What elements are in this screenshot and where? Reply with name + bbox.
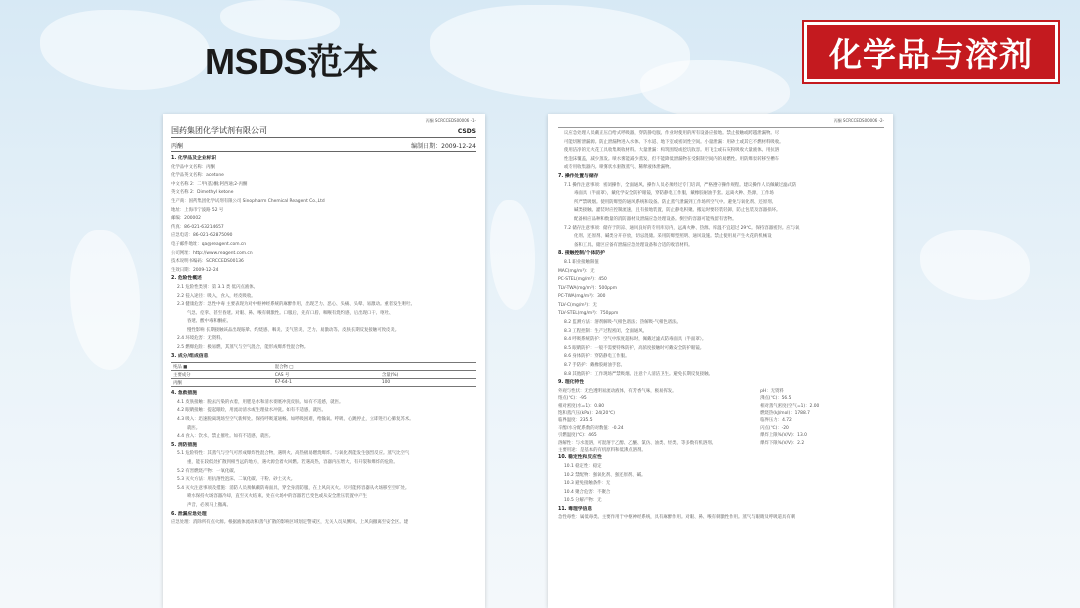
subheader-rule <box>171 151 476 152</box>
doc-line: 应急处理：消除所有点火源。根据液体流动和蒸气扩散的影响区域划定警戒区，无关人员从侧风、上风向撤离至安全区。建 <box>171 520 409 526</box>
doc-line: 8.3 工程控制：生产过程密闭，全面通风。 <box>564 328 648 334</box>
property-line: 外观与性状：无色透明易流动液体，有芳香气味，极易挥发。 <box>558 388 677 394</box>
section-heading: 8. 接触控制/个体防护 <box>558 251 605 257</box>
property-line <box>760 447 884 454</box>
property-line: 溶解性：与水混溶，可混溶于乙醇、乙醚、氯仿、油类、烃类、等多数有机溶剂。 <box>558 440 717 446</box>
property-line: 临界压力：4.72 <box>760 418 792 424</box>
doc-line: 8.6 身体防护：穿防静电工作服。 <box>564 354 630 360</box>
company-name: 国药集团化学试剂有限公司 <box>171 126 267 135</box>
doc-line: 4.4 食入：饮水，禁止催吐。如有不适感，就医。 <box>177 434 274 440</box>
property-line: 引燃温度(℃)：465 <box>558 433 597 439</box>
doc-line: 7.2 储存注意事项：储存于阴凉、通风良好的专用库房内，远离火种、热源。库温不宜超过 29℃。保持容器密封。应与氧 <box>564 225 800 231</box>
map-shape <box>70 230 140 370</box>
table-header-cell <box>380 363 476 371</box>
map-shape <box>490 200 535 310</box>
property-line: 沸点(℃)：56.5 <box>760 396 792 402</box>
section-heading: 1. 化学品及企业标识 <box>171 156 217 161</box>
doc-line: 10.2 禁配物：强氧化剂、强还原剂、碱。 <box>564 472 646 478</box>
doc-line: 气急、痉挛、甚至昏迷。对眼、鼻、喉有刺激性。口服后，先有口唇、咽喉有烧灼感，后出现口干、呕吐、 <box>187 310 394 316</box>
property-line: 临界温度：235.5 <box>558 418 593 424</box>
doc-line: 公司网址：http://www.reagent.com.cn <box>171 250 253 256</box>
property-line: 爆炸下限%(V/V)：2.2 <box>760 440 805 446</box>
doc-line: 5.2 有害燃烧产物：一氧化碳。 <box>177 468 239 474</box>
doc-line: 4.2 眼睛接触：提起眼睑，用流动清水或生理盐水冲洗。如有不适感，就医。 <box>177 408 326 414</box>
doc-code: CSDS <box>457 128 476 135</box>
table-cell: 67-64-1 <box>274 380 292 386</box>
map-shape <box>920 230 1030 300</box>
section-heading: 4. 急救措施 <box>171 391 198 397</box>
property-line: 相对密度(水=1)：0.80 <box>558 403 605 409</box>
table-subheader-cell: 含量(%) <box>381 372 399 378</box>
doc-line: 声音，必须马上撤离。 <box>187 502 231 508</box>
map-shape <box>40 10 210 90</box>
table-subheader-cell: CAS 号 <box>274 372 290 378</box>
compile-date: 编制日期：2009-12-24 <box>411 143 476 150</box>
doc-line: 2.2 侵入途径：吸入，食入，经皮吸收。 <box>177 293 256 299</box>
page-header-id: 丙酮 SCRCCEDS00006 -2- <box>833 118 884 123</box>
property-line: 燃烧热(kJ/mol)：1788.7 <box>760 410 810 416</box>
doc-line: 喷水保持火场容器冷却，直至灭火结束。处在火场中的容器若已变色或从安全泄压装置中产生 <box>187 494 368 500</box>
table-cell: 丙酮 <box>173 380 182 386</box>
product-name: 丙酮 <box>171 143 184 150</box>
doc-line: TLV-TWA(mg/m³)：500ppm <box>558 285 617 291</box>
doc-line: 10.5 分解产物：无 <box>564 498 602 504</box>
doc-line: 生效日期：2009-12-24 <box>171 267 219 273</box>
doc-line: 10.4 聚合危害：不聚合 <box>564 489 611 495</box>
doc-line: 使用洁净的无火花工具收集吸收材料。大量泄漏：构筑围堤或挖坑收容。用飞尘或石灰粉吸收大量液体。用抗溶 <box>564 148 780 154</box>
doc-line: 电子邮件地址：qa@reagent.com.cn <box>171 241 247 247</box>
doc-line: 英文名称 2：Dimethyl ketone <box>171 190 234 196</box>
properties-left-column <box>558 388 760 455</box>
doc-line: 就医。 <box>187 425 201 431</box>
doc-line: 性泡沫覆盖，减少蒸发。喷水雾能减少蒸发，但不能降低泄漏物在受限制空间内的易燃性。用防爆泵转移至槽车 <box>564 156 780 162</box>
doc-line: 5.4 灭火注意事项及措施：消防人员须佩戴防毒面具，穿全身消防服，在上风向灭火。尽可能将容器从火场移至空旷处。 <box>177 485 410 491</box>
doc-line: 4.3 吸入：迅速脱离现场至空气新鲜处。保持呼吸道通畅。如呼吸困难，给输氧。呼吸、心跳停止，立即进行心肺复苏术。 <box>177 417 414 423</box>
doc-line: 8.7 手防护：戴橡胶耐油手套。 <box>564 363 626 369</box>
doc-line: 昏迷、酸中毒和酮症。 <box>187 319 231 325</box>
doc-line: 重，能在较低处扩散到相当远的地方，遇火源会着火回燃。若遇高热，容器内压增大，有开裂和爆炸的危险。 <box>187 460 398 465</box>
section-heading: 7. 操作处置与储存 <box>558 173 599 179</box>
property-line: 爆炸上限%(V/V)：13.0 <box>760 433 807 439</box>
header-rule <box>558 127 884 128</box>
doc-line: 慢性影响 长期接触该品出现眩晕、灼烧感、咽炎、支气管炎、乏力、易激动等。皮肤长期反复接触可致皮炎。 <box>187 327 400 333</box>
doc-line: 生产商：国药集团化学试剂有限公司 Sinopharm Chemical Reagent Co.,Ltd <box>171 198 325 204</box>
table-cell: 100 <box>381 380 391 386</box>
doc-line: PC-STEL(mg/m³)：450 <box>558 277 607 283</box>
property-line: 闪点(℃)：-20 <box>760 425 789 431</box>
doc-line: TLV-C(mg/m³)：无 <box>558 302 597 308</box>
property-line: 熔点(℃)：-95 <box>558 396 587 402</box>
doc-line: 4.1 皮肤接触：脱去污染的衣着，用肥皂水和清水彻底冲洗皮肤。如有不适感，就医。 <box>177 399 344 405</box>
doc-line: 急性毒性：属低毒类。主要作用于中枢神经系统，具有麻醉作用。对眼、鼻、喉有刺激性作用。蒸气与眼睛及呼吸道具有刺 <box>558 515 796 521</box>
header-rule <box>171 137 476 138</box>
section-heading: 6. 泄漏应急处理 <box>171 511 207 517</box>
slide-title: MSDS范本 <box>205 41 379 82</box>
doc-line: 8.4 呼吸系统防护：空气中浓度超标时，佩戴过滤式防毒面具（半面罩）。 <box>564 337 707 343</box>
page-header-id: 丙酮 SCRCCEDS00006 -1- <box>425 118 476 123</box>
doc-subheader-row <box>171 141 476 150</box>
doc-line: 2.1 危险性类别：第 3.1 类 低闪点液体。 <box>177 284 259 290</box>
property-line: 相对蒸气密度(空气=1)：2.00 <box>760 403 820 409</box>
doc-line: 备和工具。储区应备有泄漏应急处理设备和合适的收容材料。 <box>574 242 693 248</box>
map-shape <box>640 60 790 120</box>
section-heading: 10. 稳定性和反应性 <box>558 455 602 461</box>
doc-line: 邮编：200002 <box>171 216 201 222</box>
msds-page-2 <box>548 114 893 608</box>
doc-line: 所严禁吸烟。使用防爆型的通风系统和设备。防止蒸气泄漏到工作场所空气中。避免与氧化剂、还原剂、 <box>574 199 776 205</box>
doc-line: TLV-STEL(mg/m³)：750ppm <box>558 311 619 317</box>
section-heading: 2. 危险性概述 <box>171 276 202 282</box>
doc-line: 地址：上海市宁波路 52 号 <box>171 207 224 213</box>
properties-right-column <box>760 388 884 455</box>
category-badge: 化学品与溶剂 <box>804 22 1058 82</box>
doc-line: 配备相应品种和数量的消防器材及泄漏应急处理设备。倒空的容器可能残留有害物。 <box>574 216 737 222</box>
physical-properties <box>558 388 884 455</box>
doc-line: 化学品英文名称：acetone <box>171 173 224 179</box>
doc-line: 10.3 避免接触条件：无 <box>564 481 611 487</box>
section-lines-1-3 <box>171 155 476 361</box>
msds-page-1 <box>163 114 485 608</box>
doc-line: PC-TWA(mg/m³)：300 <box>558 294 606 300</box>
doc-line: 8.2 监测方法：溶剂解吸-气相色谱法；热解吸-气相色谱法。 <box>564 320 681 326</box>
property-line: 辛醇/水分配系数的对数值：-0.24 <box>558 425 624 431</box>
doc-header-row <box>171 125 476 136</box>
doc-line: 化学品中文名称：丙酮 <box>171 164 215 170</box>
doc-line: 7.1 操作注意事项：密闭操作，全面通风。操作人员必须经过专门培训，严格遵守操作规程。建议操作人员佩戴过滤式防 <box>564 182 797 188</box>
section-heading: 5. 消防措施 <box>171 442 198 448</box>
table-header-cell: 混合物 □ <box>274 364 294 370</box>
doc-line: 8.1 职业接触限值 <box>564 259 599 265</box>
doc-line: 2.3 健康危害：急性中毒 主要表现为对中枢神经系统的麻醉作用，出现乏力、恶心、头痛、头晕、易激动。重者发生呕吐、 <box>177 302 416 308</box>
property-line: pH：无资料 <box>760 388 784 394</box>
table-subheader-cell: 主要成分 <box>173 372 191 378</box>
composition-table <box>171 362 476 387</box>
doc-line: 8.5 眼睛防护：一般不需要特殊防护，高浓度接触时可戴安全防护眼镜。 <box>564 345 705 351</box>
section-heading: 9. 理化特性 <box>558 380 585 386</box>
doc-line: 应急电话：86-021-62875090 <box>171 233 233 239</box>
section-heading: 11. 毒理学信息 <box>558 506 593 512</box>
doc-line: 化剂、还原剂、碱类分开存放，切忌混储。采用防爆型照明、通风设施。禁止使用易产生火花的机械设 <box>574 234 772 240</box>
doc-line: 碱类接触。灌装时应控制流速，且有接地装置，防止静电积聚。搬运时要轻装轻卸，防止包装及容器损坏。 <box>574 208 781 214</box>
doc-line: MAC(mg/m³)：无 <box>558 268 595 274</box>
doc-line: 议应急处理人员戴正压自给式呼吸器，穿防静电服。作业时使用的所有设备应接地。禁止接触或跨越泄漏物。尽 <box>564 131 780 136</box>
doc-line: 5.3 灭火方法：用抗溶性泡沫、二氧化碳、干粉、砂土灭火。 <box>177 477 296 483</box>
doc-line: 可能切断泄漏源。防止泄漏物进入水体、下水道、地下室或密闭性空间。小量泄漏：用砂土或其它不燃材料吸收。 <box>564 139 784 145</box>
table-header-cell: 纯品 ■ <box>173 364 188 370</box>
doc-line: 或专用收集器内。喷雾状水驱散蒸气、稀释液体泄漏物。 <box>564 165 674 171</box>
doc-line: 中文名称 2：二甲(基)酮;阿西通;2-丙酮 <box>171 181 248 187</box>
doc-line: 5.1 危险特性：其蒸气与空气可形成爆炸性混合物，遇明火、高热极易燃烧爆炸。与氧化剂能发生强烈反应。蒸气比空气 <box>177 451 410 457</box>
property-line: 饱和蒸汽压(kPa)：24(20℃) <box>558 410 615 416</box>
section-lines-4-6 <box>171 390 476 528</box>
doc-line: 2.5 燃爆危险：极易燃，其蒸气与空气混合，能形成爆炸性混合物。 <box>177 345 309 351</box>
section-lines-10-11 <box>558 454 884 523</box>
doc-line: 2.4 环境危害：无资料。 <box>177 336 225 342</box>
doc-line: 技术说明书编码：SCRCCEDS00136 <box>171 259 244 265</box>
section-heading: 3. 成分/组成信息 <box>171 353 209 359</box>
doc-line: 10.1 稳定性：稳定 <box>564 463 602 469</box>
doc-line: 传真：86-021-63214657 <box>171 224 224 230</box>
section-lines-6-9 <box>558 130 884 388</box>
doc-line: 8.8 其他防护：工作现场严禁吸烟。注意个人清洁卫生。避免长期反复接触。 <box>564 371 713 377</box>
doc-line: 毒面具（半面罩），戴化学安全防护眼镜，穿防静电工作服，戴橡胶耐油手套。远离火种、热源，工作场 <box>574 191 774 197</box>
property-line: 主要用途：是基本的有机原料和低沸点溶剂。 <box>558 447 646 453</box>
